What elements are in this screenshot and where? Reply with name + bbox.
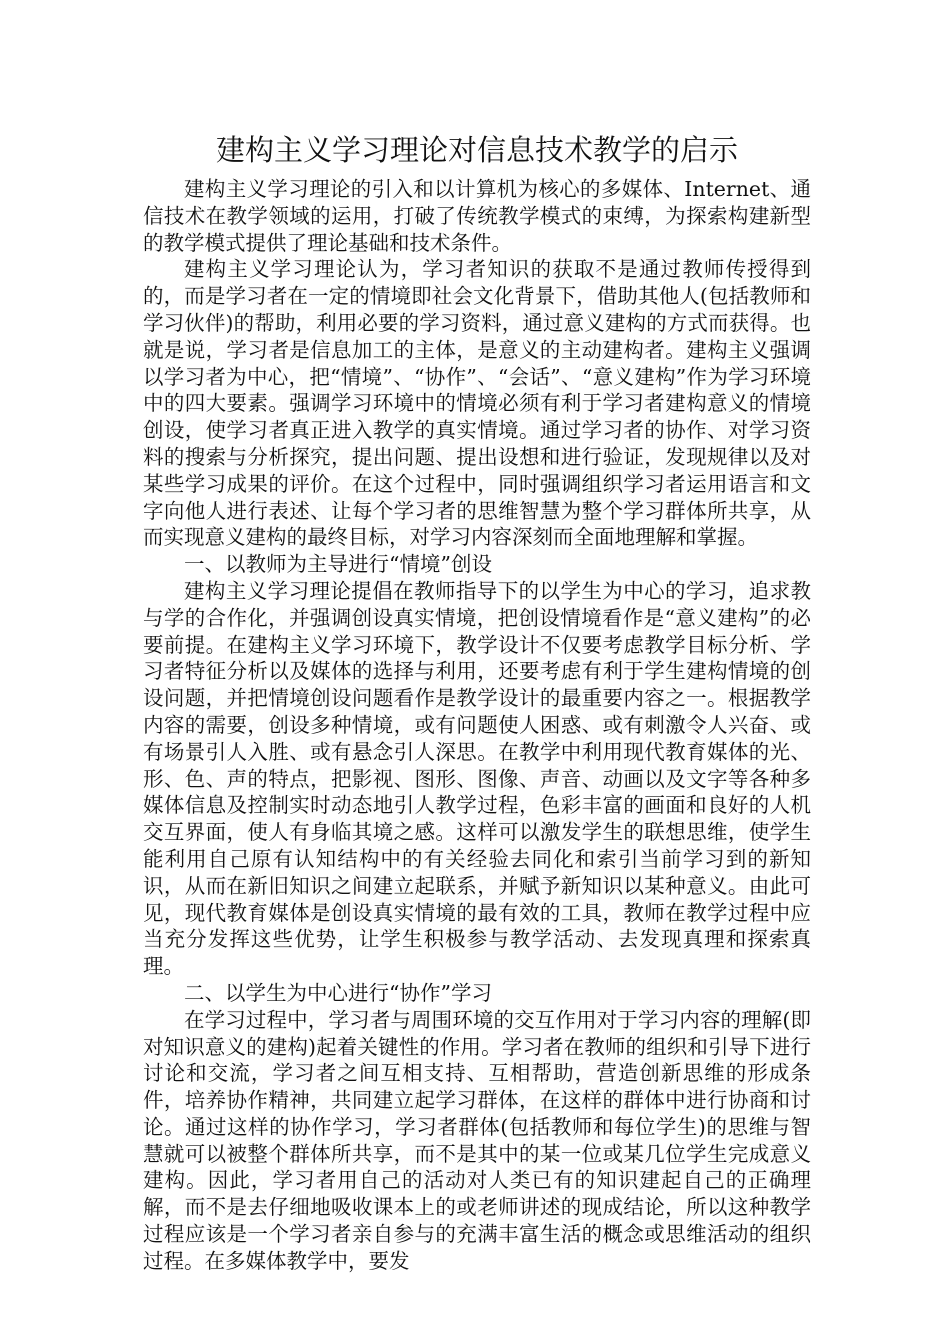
intro-paragraph-2: 建构主义学习理论认为，学习者知识的获取不是通过教师传授得到的，而是学习者在一定的情境即社会文化背景下，借助其他人(包括教师和学习伙伴)的帮助，利用必要的学习资料，通过意义建构的方式而获得。也就是说，学习者是信息加工的主体，是意义的主动建构者。建构主义强调以学习者为中心，把“情境”、“协作”、“会话”、“意义建构”作为学习环境中的四大要素。强调学习环境中的情境必须有利于学习者建构意义的情境创设，使学习者真正进入教学的真实情境。通过学习者的协作、对学习资料的搜索与分析探究，提出问题、提出设想和进行验证，发现规律以及对某些学习成果的评价。在这个过程中，同时强调组织学习者运用语言和文字向他人进行表述、让每个学习者的思维智慧为整个学习群体所共享，从而实现意义建构的最终目标，对学习内容深刻而全面地理解和掌握。 (143, 257, 811, 550)
section-2-paragraph: 在学习过程中，学习者与周围环境的交互作用对于学习内容的理解(即对知识意义的建构)起着关键性的作用。学习者在教师的组织和引导下进行讨论和交流，学习者之间互相支持、互相帮助，营造创新思维的形成条件，培养协作精神，共同建立起学习群体，在这样的群体中进行协商和讨论。通过这样的协作学习，学习者群体(包括教师和每位学生)的思维与智慧就可以被整个群体所共享，而不是其中的某一位或某几位学生完成意义建构。因此，学习者用自己的活动对人类已有的知识建起自己的正确理解，而不是去仔细地吸收课本上的或老师讲述的现成结论，所以这种教学过程应该是一个学习者亲自参与的充满丰富生活的概念或思维活动的组织过程。在多媒体教学中，要发 (143, 1007, 811, 1273)
section-1-paragraph: 建构主义学习理论提倡在教师指导下的以学生为中心的学习，追求教与学的合作化，并强调创设真实情境，把创设情境看作是“意义建构”的必要前提。在建构主义学习环境下，教学设计不仅要考虑教学目标分析、学习者特征分析以及媒体的选择与利用，还要考虑有利于学生建构情境的创设问题，并把情境创设问题看作是教学设计的最重要内容之一。根据教学内容的需要，创设多种情境，或有问题使人困惑、或有刺激令人兴奋、或有场景引人入胜、或有悬念引人深思。在教学中利用现代教育媒体的光、形、色、声的特点，把影视、图形、图像、声音、动画以及文字等各种多媒体信息及控制实时动态地引人教学过程，色彩丰富的画面和良好的人机交互界面，使人有身临其境之感。这样可以激发学生的联想思维，使学生能利用自己原有认知结构中的有关经验去同化和索引当前学习到的新知识，从而在新旧知识之间建立起联系，并赋予新知识以某种意义。由此可见，现代教育媒体是创设真实情境的最有效的工具，教师在教学过程中应当充分发挥这些优势，让学生积极参与教学活动、去发现真理和探索真理。 (143, 578, 811, 979)
section-2-heading: 二、以学生为中心进行“协作”学习 (184, 980, 492, 1005)
intro-paragraph-1: 建构主义学习理论的引入和以计算机为核心的多媒体、Internet、通信技术在教学领域的运用，打破了传统教学模式的束缚，为探索构建新型的教学模式提供了理论基础和技术条件。 (143, 177, 811, 255)
document-page (143, 128, 811, 1275)
section-1-heading: 一、以教师为主导进行“情境”创设 (184, 552, 492, 577)
document-title: 建构主义学习理论对信息技术教学的启示 (215, 133, 738, 167)
